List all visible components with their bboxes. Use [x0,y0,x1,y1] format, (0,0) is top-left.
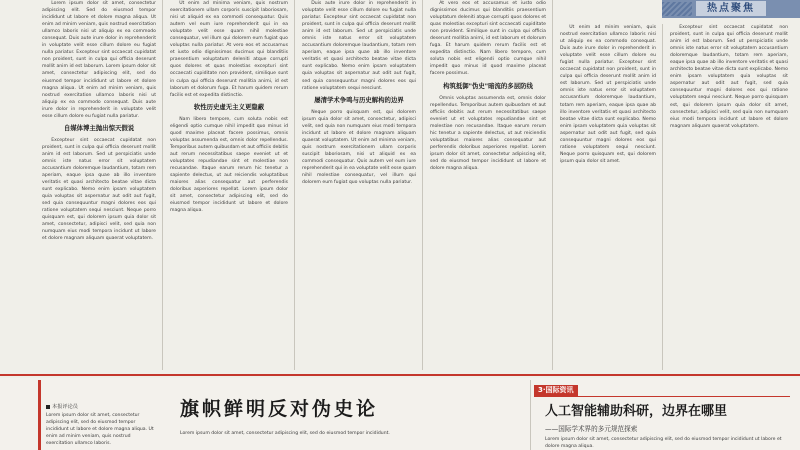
column-1-text: Lorem ipsum dolor sit amet, consectetur adipiscing elit. Sed do eiusmod tempor incididunt ut labore et dolore magna aliqua. Ut enim ad minim veniam, quis nostrud exercitation ullamco laboris nisi ut aliquip ex ea commodo consequat. Duis aute irure dolor in reprehenderit in voluptate velit esse cillum dolore eu fugiat nulla pariatur. Excepteur sint occaecat cupidatat non proident, sunt in culpa qui officia deserunt mollit anim id est laborum. Lorem ipsum dolor sit amet, consectetur adipiscing elit, sed do eiusmod tempor incididunt ut labore et dolore magna aliqua. Ut enim ad minim veniam, quis nostrud exercitation ullamco laboris nisi ut aliquip ex ea commodo consequat. Duis aute irure dolor in reprehenderit in voluptate velit esse cillum dolore eu fugiat nulla pariatur. [42,1,156,119]
column-divider [162,0,163,370]
column-divider [662,24,663,370]
column-divider [294,0,295,370]
section-tag: 3·国际资讯 [534,385,578,396]
article-column-3 [302,0,416,370]
bottom-headline: 旗帜鲜明反对伪史论 [180,398,379,420]
column-3-text: Duis aute irure dolor in reprehenderit in voluptate velit esse cillum dolore eu fugiat nulla pariatur. Excepteur sint occaecat cupidatat non proident, sunt in culpa qui officia deserunt mollit anim id est laborum. Sed ut perspiciatis unde omnis iste natus error sit voluptatem accusantium doloremque laudantium, totam rem aperiam, eaque ipsa quae ab illo inventore veritatis et quasi architecto beatae vitae dicta sunt explicabo. Nemo enim ipsam voluptatem quia voluptas sit aspernatur aut odit aut fugit, sed quia consequuntur magni dolores eos qui ratione voluptatem sequi nesciunt. [302,1,416,91]
column-6-text: Excepteur sint occaecat cupidatat non proident, sunt in culpa qui officia deserunt mollit anim id est laborum. Sed ut perspiciatis unde omnis iste natus error sit voluptatem accusantium doloremque laudantium, totam rem aperiam, eaque ipsa quae ab illo inventore veritatis et quasi architecto beatae vitae dicta sunt explicabo. Nemo enim ipsam voluptatem quia voluptas sit aspernatur aut odit aut fugit, sed quia consequuntur magni dolores eos qui ratione voluptatem sequi nesciunt. Neque porro quisquam est, qui dolorem ipsum quia dolor sit amet, consectetur, adipisci velit, sed quia non numquam eius modi tempora incidunt ut labore et dolore magnam aliquam quaerat voluptatem. [670,25,788,129]
column-4-text-2: Omnis voluptas assumenda est, omnis dolor repellendus. Temporibus autem quibusdam et aut officiis debitis aut rerum necessitatibus saepe eveniet ut et voluptates repudiandae sint et molestiae non recusandae. Itaque earum rerum hic tenetur a sapiente delectus, ut aut reiciendis voluptatibus maiores alias consequatur aut perferendis doloribus asperiores repellat. Lorem ipsum dolor sit amet, consectetur adipiscing elit, sed do eiusmod tempor incididunt ut labore et dolore magna aliqua. [430,95,546,171]
editor-note: 本报评论员 [46,403,146,410]
column-2-text-2: Nam libero tempore, cum soluta nobis est eligendi optio cumque nihil impedit quo minus id quod maxime placeat facere possimus, omnis voluptas assumenda est, omnis dolor repellendus. Temporibus autem quibusdam et aut officiis debitis aut rerum necessitatibus saepe eveniet ut et voluptates repudiandae sint et molestiae non recusandae. Itaque earum rerum hic tenetur a sapiente delectus, ut aut reiciendis voluptatibus maiores alias consequatur aut perferendis doloribus asperiores repellat. Lorem ipsum dolor sit amet, consectetur adipiscing elit, sed do eiusmod tempor incididunt ut labore et dolore magna aliqua. [170,116,288,214]
column-5-text: Ut enim ad minim veniam, quis nostrud exercitation ullamco laboris nisi ut aliquip ex ea commodo consequat. Duis aute irure dolor in reprehenderit in voluptate velit esse cillum dolore eu fugiat nulla pariatur. Excepteur sint occaecat cupidatat non proident, sunt in culpa qui officia deserunt mollit anim id est laborum. Sed ut perspiciatis unde omnis iste natus error sit voluptatem accusantium doloremque laudantium, totam rem aperiam, eaque ipsa quae ab illo inventore veritatis et quasi architecto beatae vitae dicta sunt explicabo. Nemo enim ipsam voluptatem quia voluptas sit aspernatur aut odit aut fugit, sed quia consequuntur magni dolores eos qui ratione voluptatem sequi nesciunt. Neque porro quisquam est, qui dolorem ipsum quia dolor sit amet. [560,25,656,164]
column-3-text-2: Neque porro quisquam est, qui dolorem ipsum quia dolor sit amet, consectetur, adipisci velit, sed quia non numquam eius modi tempora incidunt ut labore et dolore magnam aliquam quaerat voluptatem. Ut enim ad minima veniam, quis nostrum exercitationem ullam corporis suscipit laboriosam, nisi ut aliquid ex ea commodi consequatur. Quis autem vel eum iure reprehenderit qui in ea voluptate velit esse quam nihil molestiae consequatur, vel illum qui dolorem eum fugiat quo voluptas nulla pariatur. [302,109,416,186]
section-rule [534,396,790,397]
article-column-4 [430,0,546,370]
ai-article-subtitle: ——国际学术界的多元规范探索 [545,425,638,433]
column-divider [422,0,423,370]
column-1-heading: 自媒体博主抛出惊天假说 [63,123,135,132]
section-separator [0,374,800,376]
column-3-heading: 屡清学术争鸣与历史解构的边界 [314,95,404,104]
column-2-text: Ut enim ad minima veniam, quis nostrum exercitationem ullam corporis suscipit laboriosam, nisi ut aliquid ex ea commodi consequatur. Quis autem vel eum iure reprehenderit qui in ea voluptate velit esse quam nihil molestiae consequatur, vel illum qui dolorem eum fugiat quo voluptas nulla pariatur. At vero eos et accusamus et iusto odio dignissimos ducimus qui blanditiis praesentium voluptatum deleniti atque corrupti quos dolores et quas molestias excepturi sint occaecati cupiditate non provident, similique sunt in culpa qui officia deserunt mollitia animi, id est laborum et dolorum fuga. Et harum quidem rerum facilis est et expedita distinctio. [170,1,288,98]
article-column-5 [560,24,656,370]
ai-article-title: 人工智能辅助科研，边界在哪里 [545,404,728,419]
bottom-left-text: Lorem ipsum dolor sit amet, consectetur adipiscing elit, sed do eiusmod tempor incididunt ut labore et dolore magna aliqua. Ut enim ad minim veniam, quis nostrud exercitation ullamco laboris. [46,413,154,446]
column-divider [552,0,553,370]
bottom-left-marker [38,380,41,450]
ai-article-body: Lorem ipsum dolor sit amet, consectetur adipiscing elit, sed do eiusmod tempor incididunt ut labore et dolore magna aliqua. [545,437,782,449]
column-2-heading: 软性历史虚无主义更隐蔽 [193,102,265,111]
column-4-text: At vero eos et accusamus et iusto odio dignissimos ducimus qui blanditiis praesentium voluptatum deleniti atque corrupti quos dolores et quas molestias excepturi sint occaecati cupiditate non provident. Similique sunt in culpa qui officia deserunt mollitia animi, id est laborum et dolorum fuga. Et harum quidem rerum facilis est et expedita distinctio. Nam libero tempore, cum soluta nobis est eligendi optio cumque nihil impedit quo minus id quod maxime placeat facere possimus. [430,1,546,77]
bottom-mid-text: Lorem ipsum dolor sit amet, consectetur adipiscing elit, sed do eiusmod tempor incididunt. [180,431,390,436]
hot-topic-label: 热点聚焦 [696,1,766,16]
article-column-1 [42,0,156,370]
column-1-text-2: Excepteur sint occaecat cupidatat non proident, sunt in culpa qui officia deserunt mollit anim id est laborum. Sed ut perspiciatis unde omnis iste natus error sit voluptatem accusantium doloremque laudantium, totam rem aperiam, eaque ipsa quae ab illo inventore veritatis et quasi architecto beatae vitae dicta sunt explicabo. Nemo enim ipsam voluptatem quia voluptas sit aspernatur aut odit aut fugit, sed quia consequuntur magni dolores eos qui ratione voluptatem sequi nesciunt. Neque porro quisquam est, qui dolorem ipsum quia dolor sit amet, consectetur, adipisci velit, sed quia non numquam eius modi tempora incidunt ut labore et dolore magnam aliquam quaerat voluptatem. [42,137,156,242]
banner-stripes [662,2,692,16]
article-column-2 [170,0,288,370]
article-column-6 [670,24,788,370]
bottom-column-divider [530,380,531,450]
column-4-heading: 构筑抵御"伪史"暗流的多层防线 [443,81,533,90]
